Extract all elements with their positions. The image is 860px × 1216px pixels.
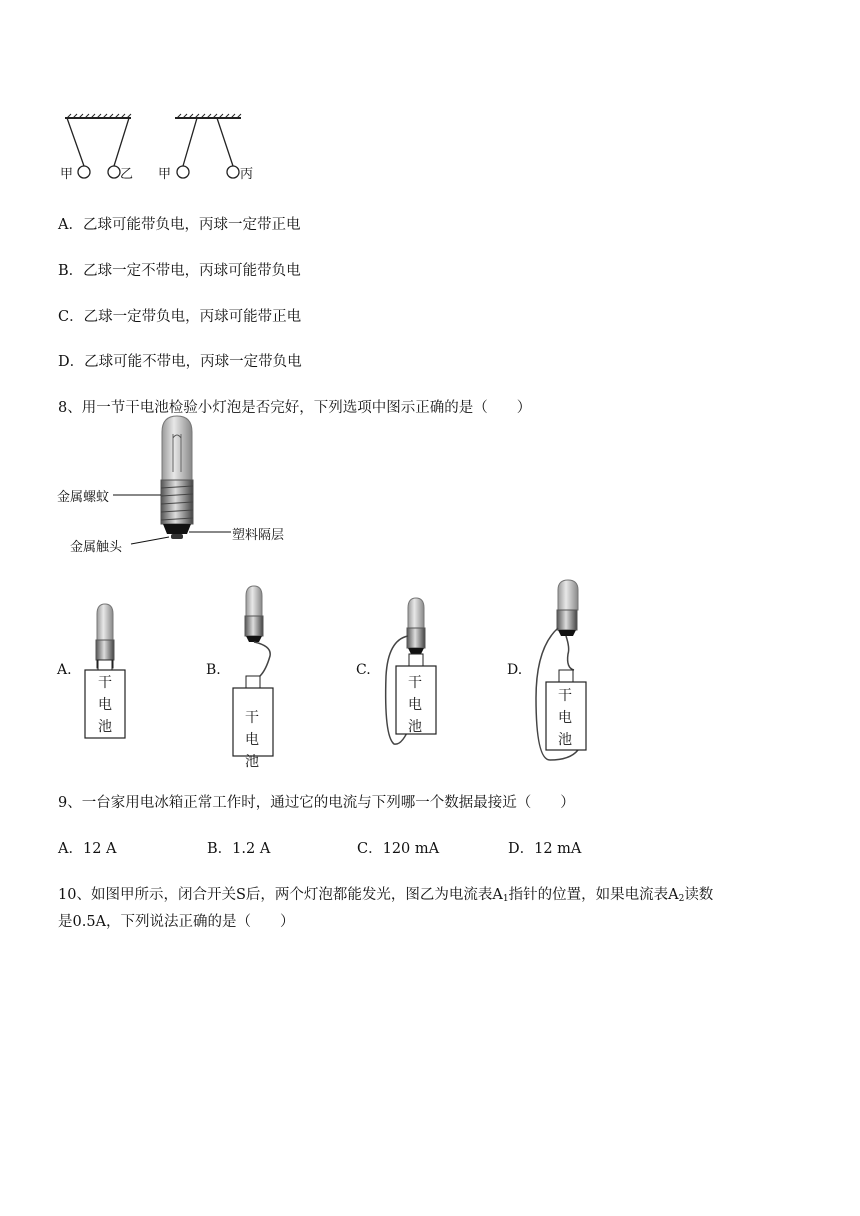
label-metal-tip: 金属触头: [70, 540, 123, 555]
battery-b: 干 电 池: [245, 710, 259, 770]
battery-d: 干 电 池: [558, 688, 572, 748]
q9-option-d: D．12 mA: [508, 841, 582, 857]
label-jia-2: 甲: [158, 167, 172, 182]
q8-stem: 8、用一节干电池检验小灯泡是否完好，下列选项中图示正确的是（ ）: [58, 400, 532, 416]
label-jia-1: 甲: [60, 167, 74, 182]
q7-option-c: C．乙球一定带负电，丙球可能带正电: [58, 309, 302, 325]
q9-option-a: A．12 A: [58, 841, 117, 857]
q9-stem: 9、一台家用电冰箱正常工作时，通过它的电流与下列哪一个数据最接近（ ）: [58, 795, 575, 811]
q8-option-a-label: A.: [57, 662, 72, 678]
q8-option-c-label: C.: [356, 662, 371, 678]
q9-option-c: C．120 mA: [357, 841, 440, 857]
label-metal-screw: 金属螺蚊: [57, 490, 110, 505]
battery-c: 干 电 池: [408, 675, 422, 735]
q8-option-b-label: B.: [206, 662, 221, 678]
label-insulator: 塑料隔层: [232, 528, 285, 543]
q10-stem-line1: 10、如图甲所示，闭合开关S后，两个灯泡都能发光，图乙为电流表$A_1$指针的位置，如果电流表$A_2$读数: [58, 887, 714, 904]
battery-a: 干 电 池: [98, 675, 112, 735]
q7-option-d: D．乙球可能不带电，丙球一定带负电: [58, 354, 302, 370]
q9-option-b: B．1.2 A: [207, 841, 271, 857]
label-yi: 乙: [120, 167, 134, 182]
label-bing: 丙: [240, 167, 254, 182]
q8-option-d-label: D.: [507, 662, 523, 678]
q10-stem-line2: 是0.5A，下列说法正确的是（ ）: [58, 914, 295, 930]
q7-option-b: B．乙球一定不带电，丙球可能带负电: [58, 263, 301, 279]
q7-option-a: A．乙球可能带负电，丙球一定带正电: [58, 217, 301, 233]
